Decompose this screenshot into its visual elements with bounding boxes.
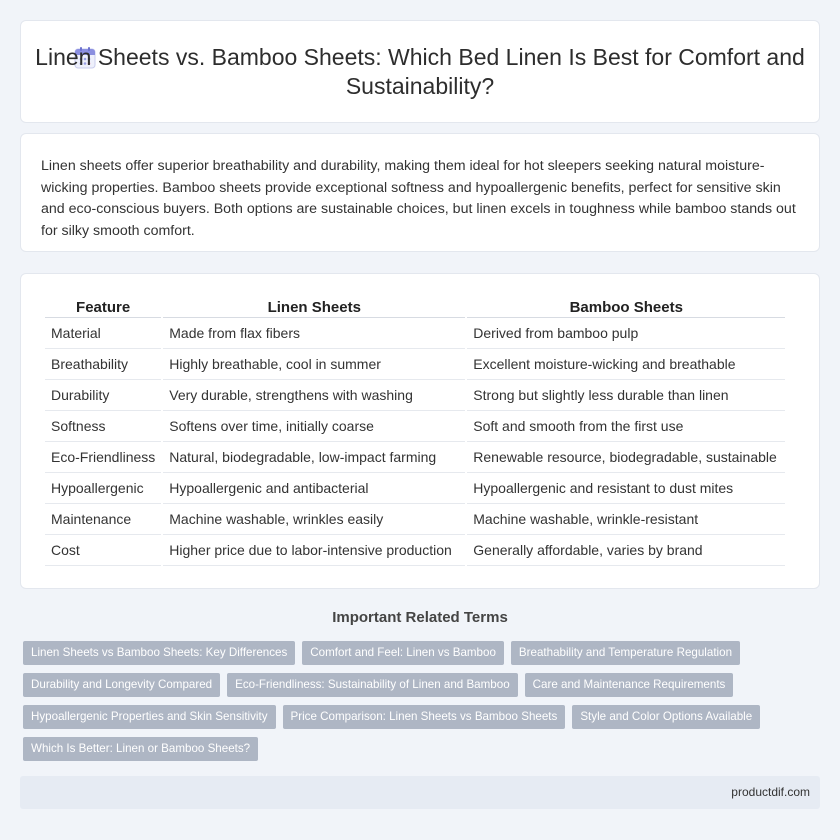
linen-cell: Higher price due to labor-intensive production <box>163 535 465 566</box>
bamboo-cell: Hypoallergenic and resistant to dust mites <box>467 473 785 504</box>
table-row <box>45 318 785 349</box>
table-row <box>45 442 785 473</box>
related-term-link[interactable]: Which Is Better: Linen or Bamboo Sheets? <box>23 737 258 761</box>
table-row <box>45 349 785 380</box>
bamboo-cell: Generally affordable, varies by brand <box>467 535 785 566</box>
table-row <box>45 411 785 442</box>
feature-cell: Hypoallergenic <box>45 473 161 504</box>
table-row <box>45 380 785 411</box>
linen-cell: Softens over time, initially coarse <box>163 411 465 442</box>
bamboo-cell: Machine washable, wrinkle-resistant <box>467 504 785 535</box>
intro-paragraph: Linen sheets offer superior breathability and durability, making them ideal for hot sleepers seeking natural moisture-wicking properties. Bamboo sheets provide exceptional softness and hypoallergenic benefits, perfect for sensitive skin and eco-conscious buyers. Both options are sustainable choices, but linen excels in toughness while bamboo stands out for silky smooth comfort. <box>41 158 796 239</box>
related-term-link[interactable]: Price Comparison: Linen Sheets vs Bamboo Sheets <box>283 705 566 729</box>
linen-cell: Very durable, strengthens with washing <box>163 380 465 411</box>
header-linen: Linen Sheets <box>163 296 465 318</box>
header-feature: Feature <box>45 296 161 318</box>
footer-site-link[interactable]: productdif.com <box>731 785 810 799</box>
linen-cell: Hypoallergenic and antibacterial <box>163 473 465 504</box>
linen-cell: Machine washable, wrinkles easily <box>163 504 465 535</box>
feature-cell: Material <box>45 318 161 349</box>
table-row <box>45 473 785 504</box>
feature-cell: Breathability <box>45 349 161 380</box>
table-row <box>45 504 785 535</box>
feature-cell: Eco-Friendliness <box>45 442 161 473</box>
intro-card <box>20 133 820 252</box>
bamboo-cell: Strong but slightly less durable than linen <box>467 380 785 411</box>
comparison-card <box>20 273 820 589</box>
bamboo-cell: Soft and smooth from the first use <box>467 411 785 442</box>
related-term-link[interactable]: Breathability and Temperature Regulation <box>511 641 740 665</box>
related-term-link[interactable]: Eco-Friendliness: Sustainability of Linen and Bamboo <box>227 673 518 697</box>
table-row <box>45 535 785 566</box>
bamboo-cell: Excellent moisture-wicking and breathable <box>467 349 785 380</box>
bamboo-cell: Renewable resource, biodegradable, sustainable <box>467 442 785 473</box>
table-header-row <box>45 296 785 318</box>
linen-cell: Made from flax fibers <box>163 318 465 349</box>
related-term-link[interactable]: Style and Color Options Available <box>572 705 760 729</box>
bamboo-cell: Derived from bamboo pulp <box>467 318 785 349</box>
related-term-link[interactable]: Comfort and Feel: Linen vs Bamboo <box>302 641 504 665</box>
related-terms-list <box>23 641 783 761</box>
header-bamboo: Bamboo Sheets <box>467 296 785 318</box>
related-terms-heading: Important Related Terms <box>332 609 508 626</box>
feature-cell: Maintenance <box>45 504 161 535</box>
linen-cell: Natural, biodegradable, low-impact farming <box>163 442 465 473</box>
comparison-table <box>43 296 787 566</box>
related-term-link[interactable]: Linen Sheets vs Bamboo Sheets: Key Differences <box>23 641 295 665</box>
title-card <box>20 20 820 123</box>
feature-cell: Durability <box>45 380 161 411</box>
linen-cell: Highly breathable, cool in summer <box>163 349 465 380</box>
feature-cell: Cost <box>45 535 161 566</box>
related-term-link[interactable]: Durability and Longevity Compared <box>23 673 220 697</box>
page-title: Linen Sheets vs. Bamboo Sheets: Which Bed Linen Is Best for Comfort and Sustainability? <box>35 44 805 99</box>
related-term-link[interactable]: Care and Maintenance Requirements <box>525 673 734 697</box>
related-term-link[interactable]: Hypoallergenic Properties and Skin Sensitivity <box>23 705 276 729</box>
feature-cell: Softness <box>45 411 161 442</box>
footer-bar <box>20 776 820 809</box>
